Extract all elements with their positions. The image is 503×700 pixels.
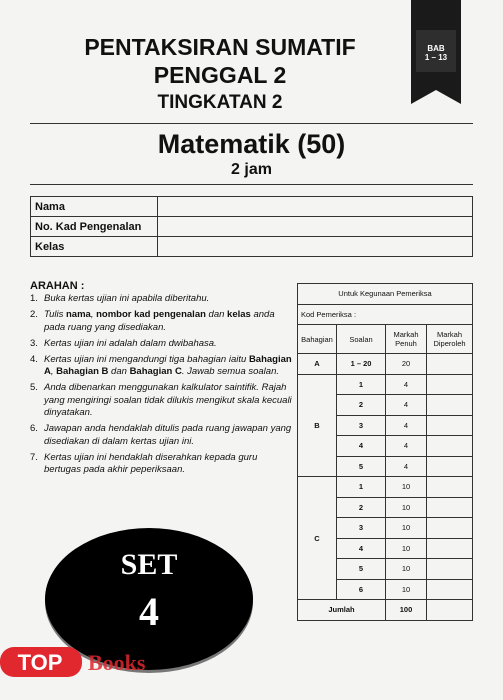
instruction-emphasis: Bahagian A [44,353,292,377]
instruction-item [30,382,292,420]
instruction-item [30,293,292,306]
question-cell: 1 [337,374,386,395]
instruction-text [44,338,292,351]
identity-row-name [31,197,473,217]
instruction-item [30,423,292,448]
marks-obtained-cell[interactable] [427,456,473,477]
instruction-item [30,309,292,334]
full-marks-cell: 4 [386,374,427,395]
examiner-table [297,283,473,621]
instruction-fragment: anda pada ruang yang disediakan. [44,309,275,333]
ribbon-line-1: BAB [427,44,445,53]
header-marks-obtained: Markah Diperoleh [427,325,473,354]
divider-bottom [30,184,473,185]
identity-row-ic [31,217,473,237]
instruction-fragment: Anda dibenarkan menggunakan kalkulator saintifik. Rajah yang mengiringi soalan tidak dilukis mengikut skala kecuali dinyatakan. [44,382,292,418]
full-marks-cell: 4 [386,456,427,477]
instruction-fragment: , [90,309,97,320]
full-marks-cell: 10 [386,559,427,580]
instruction-number: 5. [30,382,38,393]
marks-obtained-cell[interactable] [427,477,473,498]
instruction-emphasis: kelas [227,309,251,320]
marks-obtained-cell[interactable] [427,354,473,375]
total-marks: 100 [386,600,427,621]
instruction-fragment: . Jawab semua soalan. [181,366,279,377]
instruction-fragment: Kertas ujian ini adalah dalam dwibahasa. [44,337,217,349]
instruction-fragment: dan [205,309,228,320]
instruction-item [30,452,292,477]
section-cell: B [298,374,337,477]
examiner-title: Untuk Kegunaan Pemeriksa [298,284,473,305]
instruction-emphasis: Bahagian B [56,366,109,377]
section-cell: A [298,354,337,375]
instruction-fragment: Tulis [44,309,66,320]
full-marks-cell: 10 [386,518,427,539]
topbooks-logo [0,641,200,681]
full-marks-cell: 10 [386,477,427,498]
question-cell: 2 [337,395,386,416]
question-cell: 4 [337,538,386,559]
instruction-emphasis: nama [66,309,91,320]
identity-row-class [31,237,473,257]
marks-obtained-cell[interactable] [427,497,473,518]
examiner-row [298,477,473,498]
question-cell: 2 [337,497,386,518]
instruction-item [30,338,292,351]
instruction-text [44,382,292,420]
question-cell: 6 [337,579,386,600]
instruction-fragment: Kertas ujian ini mengandungi tiga bahagian iaitu [44,353,249,365]
field-input-ic[interactable] [158,217,473,237]
identity-table [30,196,473,257]
instruction-emphasis: nombor kad pengenalan [96,309,206,320]
instruction-text [44,452,292,477]
marks-obtained-cell[interactable] [427,374,473,395]
ribbon-text [413,44,459,62]
question-cell: 3 [337,518,386,539]
full-marks-cell: 4 [386,415,427,436]
instruction-number: 3. [30,337,38,349]
full-marks-cell: 10 [386,497,427,518]
instruction-text [44,309,292,334]
instruction-fragment: , [50,366,57,377]
full-marks-cell: 10 [386,538,427,559]
full-marks-cell: 20 [386,354,427,375]
examiner-row [298,354,473,375]
exam-duration: 2 jam [231,161,272,178]
question-cell: 3 [337,415,386,436]
instruction-fragment: Jawapan anda hendaklah ditulis pada ruang jawapan yang disediakan di dalam kertas ujian ini. [44,423,292,447]
question-cell: 1 – 20 [337,354,386,375]
full-marks-cell: 10 [386,579,427,600]
header-full-marks: Markah Penuh [386,325,427,354]
instruction-number: 7. [30,451,38,463]
instruction-number: 4. [30,353,38,365]
set-label: SET [120,548,178,581]
instructions-list [30,293,292,480]
full-marks-cell: 4 [386,436,427,457]
instruction-item [30,354,292,379]
set-number: 4 [139,589,159,634]
instruction-fragment: dan [108,366,130,377]
subject-title: Matematik (50) [157,129,346,159]
header-section: Bahagian [298,325,337,354]
field-input-name[interactable] [158,197,473,217]
examiner-code-label: Kod Pemeriksa : [298,304,473,325]
examiner-header-row [298,325,473,354]
field-label-class: Kelas [31,237,158,257]
total-obtained[interactable] [427,600,473,621]
logo-text-books: Books [88,650,146,675]
instructions-heading: ARAHAN : [30,280,85,292]
instruction-text [44,354,292,379]
marks-obtained-cell[interactable] [427,415,473,436]
header-line-3: TINGKATAN 2 [157,92,283,113]
instruction-fragment: Buka kertas ujian ini apabila diberitahu. [44,293,210,304]
header-question: Soalan [337,325,386,354]
marks-obtained-cell[interactable] [427,395,473,416]
examiner-title-row [298,284,473,305]
marks-obtained-cell[interactable] [427,559,473,580]
question-cell: 1 [337,477,386,498]
question-cell: 5 [337,559,386,580]
header-line-1: PENTAKSIRAN SUMATIF [84,34,356,60]
divider-top [30,123,473,124]
instruction-number: 2. [30,309,38,320]
instruction-text [44,423,292,448]
examiner-body [298,354,473,600]
question-cell: 4 [337,436,386,457]
full-marks-cell: 4 [386,395,427,416]
question-cell: 5 [337,456,386,477]
examiner-row [298,374,473,395]
field-label-name: Nama [31,197,158,217]
header-line-2: PENGGAL 2 [153,62,287,88]
instruction-text [44,293,292,306]
instruction-emphasis: Bahagian C [129,366,182,377]
ribbon-line-2: 1 – 13 [424,53,448,62]
logo-text-top: TOP [17,650,63,675]
field-label-ic: No. Kad Pengenalan [31,217,158,237]
examiner-total-row [298,600,473,621]
examiner-code-row [298,304,473,325]
instruction-number: 1. [30,293,38,304]
marks-obtained-cell[interactable] [427,579,473,600]
marks-obtained-cell[interactable] [427,538,473,559]
section-cell: C [298,477,337,600]
marks-obtained-cell[interactable] [427,436,473,457]
marks-obtained-cell[interactable] [427,518,473,539]
instruction-fragment: Kertas ujian ini hendaklah diserahkan kepada guru bertugas pada akhir peperiksaan. [44,451,258,475]
field-input-class[interactable] [158,237,473,257]
total-label: Jumlah [298,600,386,621]
instruction-number: 6. [30,423,38,434]
